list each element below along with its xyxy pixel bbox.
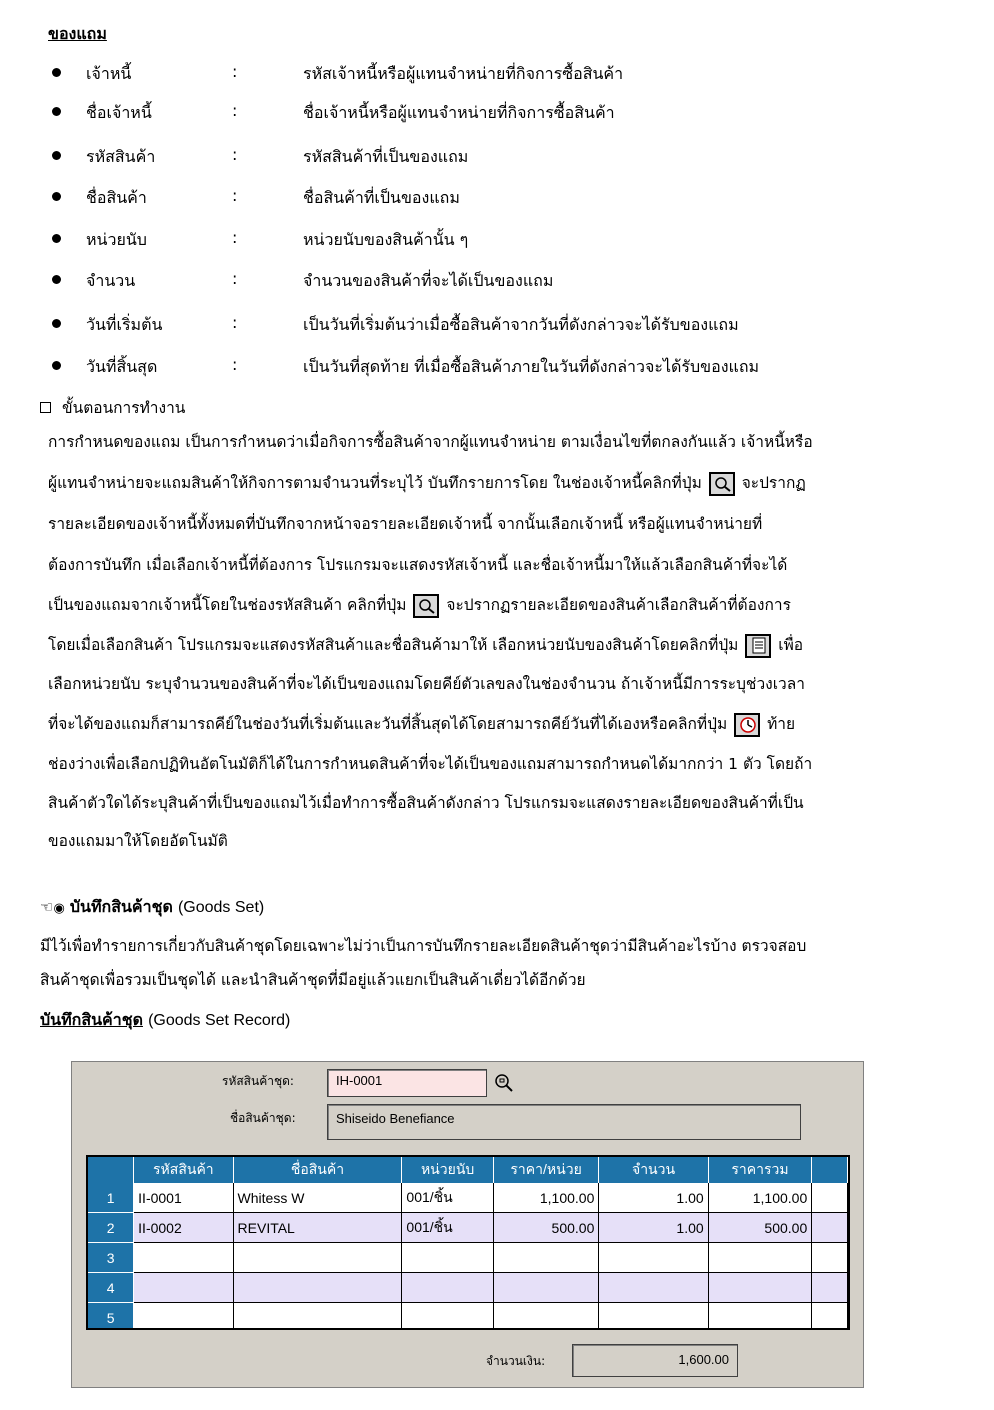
field-sep: : [232,101,238,120]
procedure-text: ผู้แทนจำหน่ายจะแถมสินค้าให้กิจการตามจำนวนที่ระบุไว้ บันทึกรายการโดย ในช่องเจ้าหนี้คลิกที่ปุ่ม [48,474,702,492]
table-cell[interactable]: 1.00 [599,1183,708,1213]
field-desc: รหัสสินค้าที่เป็นของแถม [303,147,469,166]
table-cell[interactable]: 1.00 [599,1213,708,1243]
procedure-text: การกำหนดของแถม เป็นการกำหนดว่าเมื่อกิจการซื้อสินค้าจากผู้แทนจำหน่าย ตามเงื่อนไขที่ตกลงกันแล้ว เจ้าหนี้หรือ [48,433,813,451]
procedure-text: ต้องการบันทึก เมื่อเลือกเจ้าหนี้ที่ต้องการ โปรแกรมจะแสดงรหัสเจ้าหนี้ และชื่อเจ้าหนี้มาให้แล้วเลือกสินค้าที่จะได้ [48,556,788,574]
table-row[interactable] [88,1183,848,1213]
field-name: หน่วยนับ [86,230,147,249]
field-name: วันที่เริ่มต้น [86,315,163,334]
field-desc: เป็นวันที่สุดท้าย ที่เมื่อซื้อสินค้าภายในวันที่ดังกล่าวจะได้รับของแถม [303,357,760,376]
table-cell-filler [812,1303,848,1331]
table-cell[interactable] [233,1243,402,1273]
grid-header [88,1157,848,1183]
goods-set-desc-2: สินค้าชุดเพื่อรวมเป็นชุดได้ และนำสินค้าชุดที่มีอยู่แล้วแยกเป็นสินค้าเดี่ยวได้อีกด้วย [40,971,586,989]
table-cell-filler [812,1183,848,1213]
code-field[interactable]: IH-0001 [327,1069,487,1097]
procedure-text: รายละเอียดของเจ้าหนี้ทั้งหมดที่บันทึกจากหน้าจอรายละเอียดเจ้าหนี้ จากนั้นเลือกเจ้าหนี้ หรือผู้แทนจำหน่ายที่ [48,515,763,533]
items-grid [86,1155,850,1330]
row-number: 5 [88,1303,134,1331]
search-icon [492,1071,516,1095]
procedure-text: ช่องว่างเพื่อเลือกปฏิทินอัตโนมัติก็ได้ในการกำหนดสินค้าที่จะได้เป็นของแถมสามารถกำหนดได้มากกว่า 1 ตัว โดยถ้า [48,755,813,773]
field-desc: หน่วยนับของสินค้านั้น ๆ [303,230,469,249]
procedure-text-tail: จะปรากฏรายละเอียดของสินค้าเลือกสินค้าที่ต้องการ [446,596,791,614]
procedure-line [48,790,804,815]
procedure-text: ของแถมมาให้โดยอัตโนมัติ [48,832,228,850]
table-cell[interactable] [708,1243,812,1273]
table-cell-filler [812,1213,848,1243]
column-header[interactable]: จำนวน [599,1157,708,1183]
total-field: 1,600.00 [572,1344,738,1377]
radio-icon: ◉ [53,901,65,916]
search-icon [413,594,439,618]
row-number: 2 [88,1213,134,1243]
goods-set-record-title [40,1008,290,1033]
field-name: จำนวน [86,271,136,290]
table-row[interactable] [88,1303,848,1331]
field-name: ชื่อเจ้าหนี้ [86,103,152,122]
field-desc: รหัสเจ้าหนี้หรือผู้แทนจำหน่ายที่กิจการซื้อสินค้า [303,64,624,83]
field-desc: เป็นวันที่เริ่มต้นว่าเมื่อซื้อสินค้าจากวันที่ดังกล่าวจะได้รับของแถม [303,315,739,334]
table-cell[interactable]: REVITAL [233,1213,402,1243]
column-header[interactable]: หน่วยนับ [402,1157,493,1183]
search-icon [709,472,735,496]
procedure-text: สินค้าตัวใดได้ระบุสินค้าที่เป็นของแถมไว้เมื่อทำการซื้อสินค้าดังกล่าว โปรแกรมจะแสดงรายละเอียดของสินค้าที่เป็น [48,794,804,812]
field-sep: : [232,62,238,81]
field-sep: : [232,145,238,164]
row-number: 3 [88,1243,134,1273]
code-label: รหัสสินค้าชุด: [222,1074,294,1088]
field-name: เจ้าหนี้ [86,64,132,83]
gift-heading: ของแถม [48,24,107,43]
row-number: 1 [88,1183,134,1213]
procedure-text-tail: เพื่อ [778,636,804,654]
procedure-line [48,671,805,696]
goods-set-title-th: บันทึกสินค้าชุด [69,897,173,916]
table-cell[interactable]: 500.00 [493,1213,599,1243]
column-header[interactable] [88,1157,134,1183]
procedure-text: ที่จะได้ของแถมก็สามารถคีย์ในช่องวันที่เริ่มต้นและวันที่สิ้นสุดได้โดยสามารถคีย์วันที่ได้เองหรือคลิกที่ปุ่ม [48,715,728,733]
table-cell[interactable]: II-0001 [134,1183,233,1213]
goods-set-title-en: (Goods Set) [177,899,265,916]
procedure-line [48,632,803,658]
bullet-icon [52,107,61,116]
table-cell[interactable]: 1,100.00 [493,1183,599,1213]
table-cell[interactable] [708,1273,812,1303]
table-cell[interactable] [134,1303,233,1331]
field-sep: : [232,269,238,288]
table-cell[interactable]: 1,100.00 [708,1183,812,1213]
record-title-en: (Goods Set Record) [148,1012,291,1029]
procedure-line [48,751,812,776]
field-sep: : [232,228,238,247]
procedure-text: เลือกหน่วยนับ ระบุจำนวนของสินค้าที่จะได้เป็นของแถมโดยคีย์ตัวเลขลงในช่องจำนวน ถ้าเจ้าหนี้มีการระบุช่วงเวลา [48,675,805,693]
field-desc: ชื่อสินค้าที่เป็นของแถม [303,188,460,207]
field-desc: ชื่อเจ้าหนี้หรือผู้แทนจำหน่ายที่กิจการซื้อสินค้า [303,103,615,122]
procedure-text-tail: ท้าย [767,715,796,733]
procedure-line [48,511,762,536]
pointer-hand-icon: ☜ [40,898,54,916]
total-label: จำนวนเงิน: [486,1354,546,1368]
table-cell[interactable] [233,1303,402,1331]
table-row[interactable] [88,1213,848,1243]
procedure-heading: ขั้นตอนการทำงาน [62,399,186,417]
bullet-icon [52,361,61,370]
row-number: 4 [88,1273,134,1303]
goods-set-title [40,895,264,920]
field-name: วันที่สิ้นสุด [86,357,158,376]
column-header-filler [812,1157,848,1183]
bullet-icon [52,151,61,160]
table-row[interactable] [88,1243,848,1273]
table-cell[interactable] [493,1303,599,1331]
procedure-line [48,429,813,454]
record-title-th: บันทึกสินค้าชุด [40,1010,143,1029]
search-button[interactable] [490,1069,518,1097]
procedure-line [48,828,228,853]
table-cell[interactable] [134,1243,233,1273]
column-header[interactable]: ราคารวม [708,1157,812,1183]
goods-set-desc-1: มีไว้เพื่อทำรายการเกี่ยวกับสินค้าชุดโดยเฉพาะไม่ว่าเป็นการบันทึกรายละเอียดสินค้าชุดว่ามีสินค้าอะไรบ้าง ตรวจสอบ [40,937,807,955]
name-label: ชื่อสินค้าชุด: [230,1111,296,1125]
field-name: ชื่อสินค้า [86,188,147,207]
table-cell[interactable] [402,1243,493,1273]
table-cell[interactable] [134,1273,233,1303]
procedure-text: โดยเมื่อเลือกสินค้า โปรแกรมจะแสดงรหัสสินค้าและชื่อสินค้ามาให้ เลือกหน่วยนับของสินค้าโดยคลิกที่ปุ่ม [48,636,739,654]
column-header[interactable]: รหัสสินค้า [134,1157,233,1183]
bullet-icon [52,319,61,328]
field-sep: : [232,355,238,374]
table-cell[interactable]: 001/ชิ้น [402,1213,493,1243]
table-cell[interactable] [599,1243,708,1273]
column-header[interactable]: ชื่อสินค้า [233,1157,402,1183]
procedure-line [48,470,806,496]
name-field: Shiseido Benefiance [327,1104,801,1140]
bullet-icon [52,68,61,77]
table-cell[interactable]: Whitess W [233,1183,402,1213]
table-cell[interactable]: 001/ชิ้น [402,1183,493,1213]
table-cell-filler [812,1273,848,1303]
field-name: รหัสสินค้า [86,147,156,166]
table-cell[interactable]: 500.00 [708,1213,812,1243]
table-row[interactable] [88,1273,848,1303]
goods-set-form [71,1061,864,1388]
field-desc: จำนวนของสินค้าที่จะได้เป็นของแถม [303,271,554,290]
table-cell[interactable]: II-0002 [134,1213,233,1243]
bullet-icon [52,234,61,243]
bullet-icon [52,192,61,201]
calendar-clock-icon [734,713,760,737]
items-table [88,1157,848,1330]
field-sep: : [232,186,238,205]
column-header[interactable]: ราคา/หน่วย [493,1157,599,1183]
table-cell[interactable] [402,1273,493,1303]
table-cell[interactable] [402,1303,493,1331]
procedure-text: เป็นของแถมจากเจ้าหนี้โดยในช่องรหัสสินค้า คลิกที่ปุ่ม [48,596,407,614]
table-cell[interactable] [493,1243,599,1273]
table-cell[interactable] [233,1273,402,1303]
checkbox-icon [40,402,51,413]
procedure-text-tail: จะปรากฏ [741,474,806,492]
document-list-icon [745,634,771,658]
table-cell[interactable] [493,1273,599,1303]
procedure-line [48,711,795,737]
field-sep: : [232,313,238,332]
procedure-line [48,592,791,618]
table-cell-filler [812,1243,848,1273]
procedure-line [48,552,787,577]
table-cell[interactable] [708,1303,812,1331]
bullet-icon [52,275,61,284]
table-cell[interactable] [599,1303,708,1331]
table-cell[interactable] [599,1273,708,1303]
